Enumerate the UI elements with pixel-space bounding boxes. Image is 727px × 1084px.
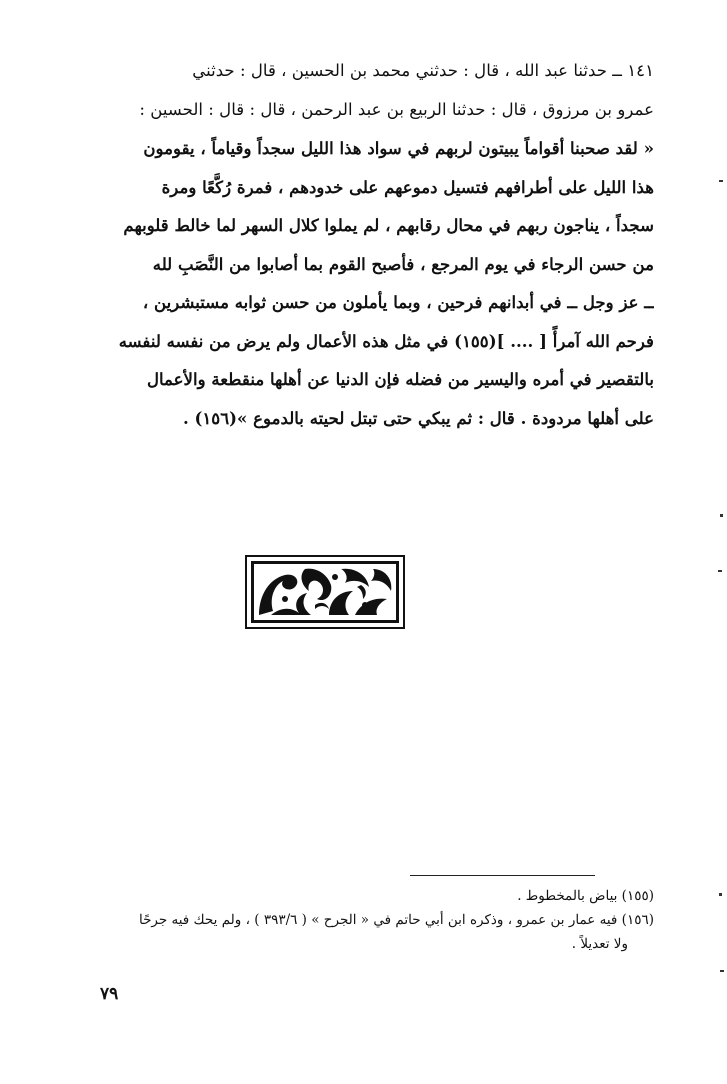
text-line: هذا الليل على أطرافهم فتسيل دموعهم على خدودهم ، فمرة رُكَّعًا ومرة [161, 176, 654, 197]
scan-speck [719, 180, 723, 182]
scan-speck [719, 893, 722, 896]
footnote-separator [410, 875, 595, 876]
text-line: من حسن الرجاء في يوم المرجع ، فأصبح القوم بما أصابوا من النَّصَبِ لله [152, 253, 654, 274]
page-number: ٧٩ [100, 984, 119, 1004]
scan-speck [720, 970, 724, 972]
text-line: عمرو بن مرزوق ، قال : حدثنا الربيع بن عبد الرحمن ، قال : قال : الحسين : [139, 99, 654, 119]
text-line: فرحم الله آمرأً [ .... ](١٥٥) في مثل هذه الأعمال ولم يرض من نفسه لنفسه [118, 330, 654, 351]
text-line: ــ عز وجل ــ في أبدانهم فرحين ، وبما يأملون من حسن ثوابه مستبشرين ، [142, 292, 654, 312]
footnotes [60, 884, 654, 956]
footnote-156: (١٥٦) فيه عمار بن عمرو ، وذكره ابن أبي حاتم في « الجرح » ( ٣٩٣/٦ ) ، ولم يحك فيه جرحًا [138, 912, 654, 928]
text-line: « لقد صحبنا أقواماً يبيتون لربهم في سواد هذا الليل سجداً وقياماً ، يقومون [143, 138, 654, 158]
scan-speck [720, 514, 723, 517]
text-line: سجداً ، يناجون ربهم في محال رقابهم ، لم يملوا كلال السهر لما خالط قلوبهم [123, 215, 654, 235]
arabesque-ornament-icon [245, 555, 405, 629]
scan-speck [718, 570, 722, 572]
footnote-156-continuation: ولا تعديلاً . [571, 936, 628, 952]
text-line: على أهلها مردودة . قال : ثم يبكي حتى تبتل لحيته بالدموع »(١٥٦) . [182, 407, 654, 428]
text-line: ١٤١ ــ حدثنا عبد الله ، قال : حدثني محمد بن الحسين ، قال : حدثني [192, 61, 654, 80]
main-text [66, 52, 654, 437]
text-line: بالتقصير في أمره واليسير من فضله فإن الدنيا عن أهلها منقطعة والأعمال [146, 369, 654, 389]
footnote-155: (١٥٥) بياض بالمخطوط . [517, 888, 654, 904]
